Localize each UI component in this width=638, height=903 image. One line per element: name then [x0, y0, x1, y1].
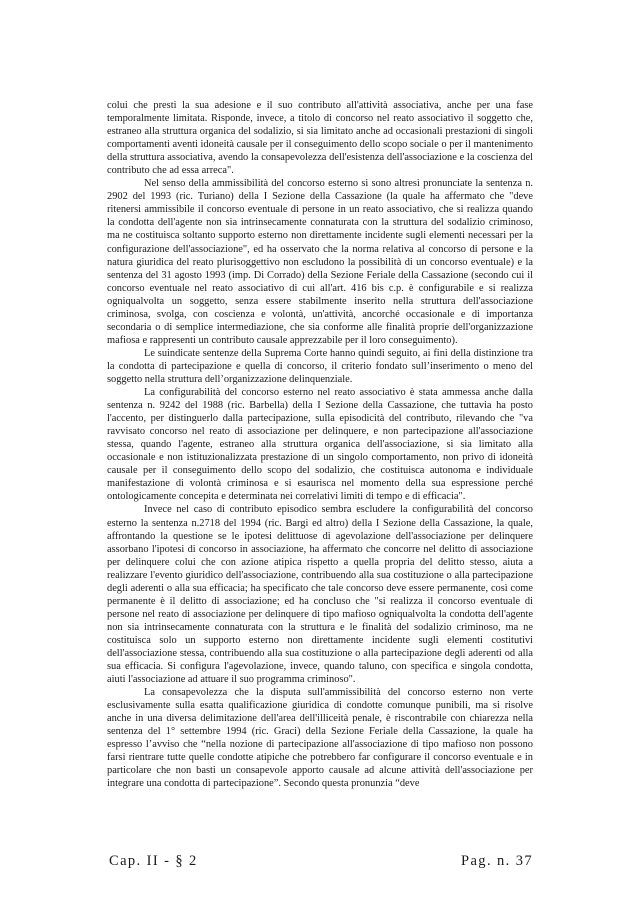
- paragraph-sentenza-bargi: Invece nel caso di contributo episodico sembra escludere la configurabilità del concorso esterno la sentenza n.2718 del 1994 (ric. Bargi ed altro) della I Sezione della Cassazione, la quale, affrontando la questione se le ipotesi delittuose di agevolazione dell'associazione per delinquere assorbano l'ipotesi di concorso in associazione, ha affermato che concorre nel delitto di associazione per delinquere colui che con azione atipica rispetto a quella propria del delitto stesso, aiuta a realizzare l'evento giuridico dell'associazione, contribuendo alla sua costituzione o alla partecipazione degli aderenti o alla sua efficacia; ha specificato che tale concorso deve essere permanente, così come permanente è il delitto di associazione; ed ha concluso che "si realizza il concorso eventuale di persone nel reato di associazione per delinquere di tipo mafioso ogniqualvolta la condotta dell'agente non sia intrinsecamente connaturata con la struttura e le finalità del sodalizio criminoso, ma ne costituisca solo un supporto esterno non direttamente incidente sugli elementi costitutivi dell'associazione stessa, contribuendo alla sua costituzione o alla partecipazione degli aderenti od alla sua efficacia. Si configura l'agevolazione, invece, quando taluno, con specifica e singola condotta, aiuti l'associazione ad attuare il suo programma criminoso".: [107, 504, 533, 686]
- paragraph-sentenza-graci: La consapevolezza che la disputa sull'ammissibilità del concorso esterno non verte esclusivamente sulla esatta qualificazione giuridica di condotte comunque punibili, ma si risolve anche in una diversa delimitazione dell'area dell'illiceità penale, è riscontrabile con chiarezza nella sentenza del 1° settembre 1994 (ric. Graci) della Sezione Feriale della Cassazione, la quale ha espresso l’avviso che “nella nozione di partecipazione all'associazione di tipo mafioso non possono farsi rientrare tutte quelle condotte atipiche che potrebbero far configurare il concorso eventuale e in particolare che non basti un consapevole apporto causale ad alcune attività dell'associazione per integrare una condotta di partecipazione”. Secondo questa pronunzia “deve: [107, 687, 533, 790]
- paragraph-continuation: colui che presti la sua adesione e il suo contributo all'attività associativa, anche per una fase temporalmente limitata. Risponde, invece, a titolo di concorso nel reato associativo il soggetto che, estraneo alla struttura organica del sodalizio, si sia limitato anche ad occasionali prestazioni di singoli comportamenti aventi idoneità causale per il conseguimento dello scopo sociale o per il mantenimento della struttura associativa, avendo la consapevolezza dell'esistenza dell'associazione e la coscienza del contributo che ad essa arreca".: [107, 100, 533, 177]
- paragraph-sentenza-barbella: La configurabilità del concorso esterno nel reato associativo è stata ammessa anche dalla sentenza n. 9242 del 1988 (ric. Barbella) della I Sezione della Cassazione, che tuttavia ha posto l'accento, per distinguerlo dalla partecipazione, sulla episodicità del contributo, rilevando che "va ravvisato concorso nel reato di associazione per delinquere, e non partecipazione all'associazione stessa, quando l'agente, estraneo alla struttura organica dell'associazione, si sia limitato alla occasionale e non istituzionalizzata prestazione di un singolo comportamento, non privo di idoneità causale per il conseguimento dello scopo del sodalizio, che costituisca autonoma e individuale manifestazione di volontà criminosa e si esaurisca nel momento della sua espressione perché ontologicamente concepita e determinata nei correlativi limiti di tempo e di efficacia".: [107, 387, 533, 503]
- chapter-label: Cap. II - § 2: [109, 853, 198, 869]
- document-body: [107, 99, 533, 790]
- paragraph-concorso-esterno-sentenze: Nel senso della ammissibilità del concorso esterno si sono altresì pronunciate la sentenza n. 2902 del 1993 (ric. Turiano) della I Sezione della Cassazione (la quale ha affermato che "deve ritenersi ammissibile il concorso eventuale di persone in un reato associativo, che si realizza quando la condotta dell'agente non sia intrinsecamente connaturata con la struttura del sodalizio criminoso, ma ne costituisca soltanto supporto esterno non direttamente incidente sugli elementi necessari per la configurazione dell'associazione", ed ha osservato che la norma relativa al concorso di persone e la natura giuridica del reato plurisoggettivo non escludono la possibilità di un concorso eventuale) e la sentenza del 31 agosto 1993 (imp. Di Corrado) della Sezione Feriale della Cassazione (secondo cui il concorso eventuale nel reato associativo di cui all'art. 416 bis c.p. è configurabile e si realizza ogniqualvolta un soggetto, senza essere stabilmente inserito nella struttura dell'associazione criminosa, svolga, con coscienza e volontà, un'attività, ancorché occasionale e di importanza secondaria o di semplice intermediazione, che sia conforme alle finalità proprie dell'organizzazione mafiosa e rappresenti un contributo causale apprezzabile per il loro conseguimento).: [107, 178, 533, 346]
- paragraph-criterio-distinzione: Le suindicate sentenze della Suprema Corte hanno quindi seguito, ai fini della distinzione tra la condotta di partecipazione e quella di concorso, il criterio fondato sull’inserimento o meno del soggetto nella struttura dell’organizzazione delinquenziale.: [107, 347, 533, 385]
- page-footer: [109, 853, 533, 873]
- page-number: Pag. n. 37: [461, 853, 533, 869]
